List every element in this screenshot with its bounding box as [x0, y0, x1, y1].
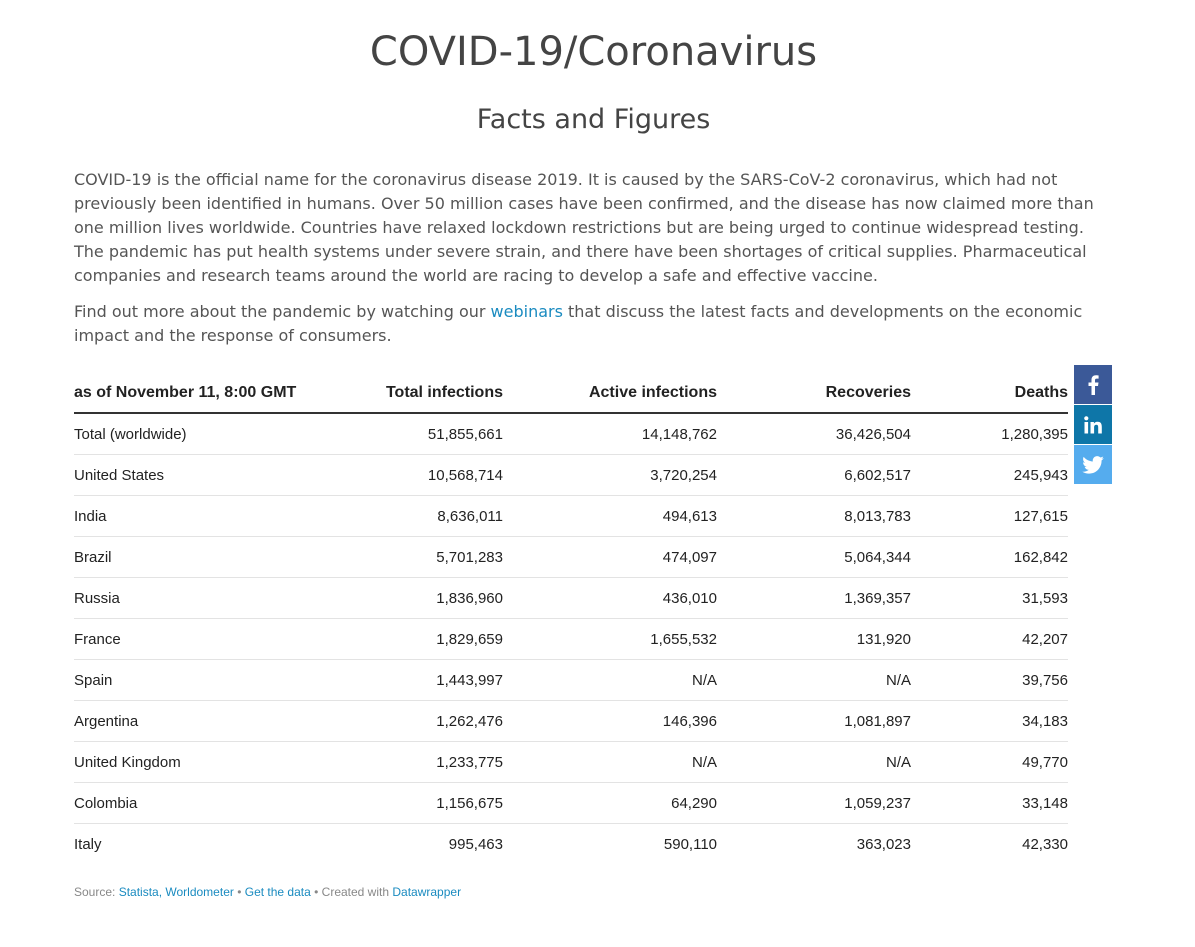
deaths-cell: 39,756: [911, 660, 1068, 701]
recoveries-cell: 363,023: [856, 835, 911, 853]
covid-stats-table: [74, 374, 1068, 864]
country-cell: Russia: [74, 578, 304, 619]
covid-stats-table-container: [74, 374, 1068, 864]
total-infections-cell: 8,636,011: [304, 496, 503, 537]
facebook-icon: [1087, 375, 1099, 395]
country-cell: Spain: [74, 660, 304, 701]
table-row: [74, 660, 1068, 701]
table-row: [74, 496, 1068, 537]
source-line: [74, 885, 461, 899]
total-infections-cell: 51,855,661: [304, 413, 503, 455]
total-infections-cell: 5,701,283: [304, 537, 503, 578]
active-infections-cell: 64,290: [503, 783, 717, 824]
recoveries-cell: 1,081,897: [717, 701, 911, 742]
webinars-text-before: Find out more about the pandemic by watching our: [74, 302, 491, 321]
country-cell: Total (worldwide): [74, 413, 304, 455]
webinars-text-after: that discuss the latest facts and developments on the economic impact and the response of consumers.: [74, 302, 1083, 345]
total-infections-cell: 995,463: [448, 835, 503, 853]
active-infections-cell: 146,396: [503, 701, 717, 742]
column-header-recoveries: Recoveries: [717, 374, 911, 413]
webinars-link[interactable]: webinars: [490, 302, 563, 321]
active-infections-cell: 590,110: [663, 835, 717, 853]
deaths-cell: 245,943: [911, 455, 1068, 496]
deaths-cell: 34,183: [911, 701, 1068, 742]
recoveries-cell: N/A: [717, 660, 911, 701]
table-row: [74, 742, 1068, 783]
active-infections-cell: N/A: [503, 660, 717, 701]
country-cell: Brazil: [74, 537, 304, 578]
country-cell: United Kingdom: [74, 742, 304, 783]
table-row: [74, 578, 1068, 619]
country-cell: Italy: [74, 835, 102, 853]
page-title: COVID-19/Coronavirus: [369, 29, 818, 75]
facebook-share-button[interactable]: [1074, 365, 1112, 404]
deaths-cell: 162,842: [911, 537, 1068, 578]
country-cell: France: [74, 619, 304, 660]
country-cell: Argentina: [74, 701, 304, 742]
table-row: [74, 455, 1068, 496]
twitter-icon: [1082, 456, 1104, 474]
table-row: [74, 413, 1068, 455]
active-infections-cell: 436,010: [503, 578, 717, 619]
country-cell: United States: [74, 455, 304, 496]
deaths-cell: 31,593: [911, 578, 1068, 619]
deaths-cell: 1,280,395: [911, 413, 1068, 455]
recoveries-cell: 1,059,237: [717, 783, 911, 824]
deaths-cell: 49,770: [911, 742, 1068, 783]
column-header-deaths: Deaths: [911, 374, 1068, 413]
total-infections-cell: 1,443,997: [304, 660, 503, 701]
linkedin-share-button[interactable]: [1074, 405, 1112, 444]
active-infections-cell: 1,655,532: [503, 619, 717, 660]
country-cell: Colombia: [74, 783, 304, 824]
column-header-total-infections: Total infections: [304, 374, 503, 413]
recoveries-cell: 36,426,504: [717, 413, 911, 455]
active-infections-cell: 474,097: [503, 537, 717, 578]
table-row: [74, 619, 1068, 660]
total-infections-cell: 10,568,714: [304, 455, 503, 496]
column-header-date: as of November 11, 8:00 GMT: [74, 374, 304, 413]
column-header-active-infections: Active infections: [503, 374, 717, 413]
country-cell: India: [74, 496, 304, 537]
total-infections-cell: 1,836,960: [304, 578, 503, 619]
page-subtitle: Facts and Figures: [476, 104, 711, 135]
deaths-cell: 42,207: [911, 619, 1068, 660]
total-infections-cell: 1,262,476: [304, 701, 503, 742]
recoveries-cell: 131,920: [717, 619, 911, 660]
sources-link[interactable]: Statista, Worldometer: [118, 885, 234, 899]
recoveries-cell: N/A: [717, 742, 911, 783]
active-infections-cell: 3,720,254: [503, 455, 717, 496]
deaths-cell: 42,330: [1022, 835, 1068, 853]
datawrapper-link[interactable]: Datawrapper: [392, 885, 462, 899]
twitter-share-button[interactable]: [1074, 445, 1112, 484]
table-row: [74, 824, 1068, 865]
total-infections-cell: 1,156,675: [304, 783, 503, 824]
deaths-cell: 127,615: [911, 496, 1068, 537]
intro-paragraph: COVID-19 is the official name for the coronavirus disease 2019. It is caused by the SARS-CoV-2 coronavirus, which had not previously been identified in humans. Over 50 million cases have been confirmed, and the disease has now claimed more than one million lives worldwide. Countries have relaxed lockdown restrictions but are being urged to continue widespread testing. The pandemic has put health systems under severe strain, and there have been shortages of critical supplies. Pharmaceutical companies and research teams around the world are racing to develop a safe and effective vaccine.: [74, 170, 1094, 285]
social-share-bar: [1074, 365, 1112, 485]
recoveries-cell: 1,369,357: [717, 578, 911, 619]
table-header-row: [74, 374, 1068, 413]
webinars-paragraph: [74, 300, 1114, 348]
deaths-cell: 33,148: [911, 783, 1068, 824]
source-prefix: Source:: [74, 885, 119, 899]
active-infections-cell: N/A: [503, 742, 717, 783]
table-row: [74, 537, 1068, 578]
total-infections-cell: 1,233,775: [304, 742, 503, 783]
get-the-data-link[interactable]: Get the data: [244, 885, 311, 899]
table-body: [74, 413, 1068, 864]
active-infections-cell: 14,148,762: [503, 413, 717, 455]
created-with-text: • Created with: [310, 885, 393, 899]
table-row: [74, 783, 1068, 824]
recoveries-cell: 8,013,783: [717, 496, 911, 537]
total-infections-cell: 1,829,659: [304, 619, 503, 660]
source-separator: •: [233, 885, 245, 899]
recoveries-cell: 5,064,344: [717, 537, 911, 578]
table-row: [74, 701, 1068, 742]
linkedin-icon: [1084, 416, 1102, 434]
recoveries-cell: 6,602,517: [717, 455, 911, 496]
active-infections-cell: 494,613: [503, 496, 717, 537]
